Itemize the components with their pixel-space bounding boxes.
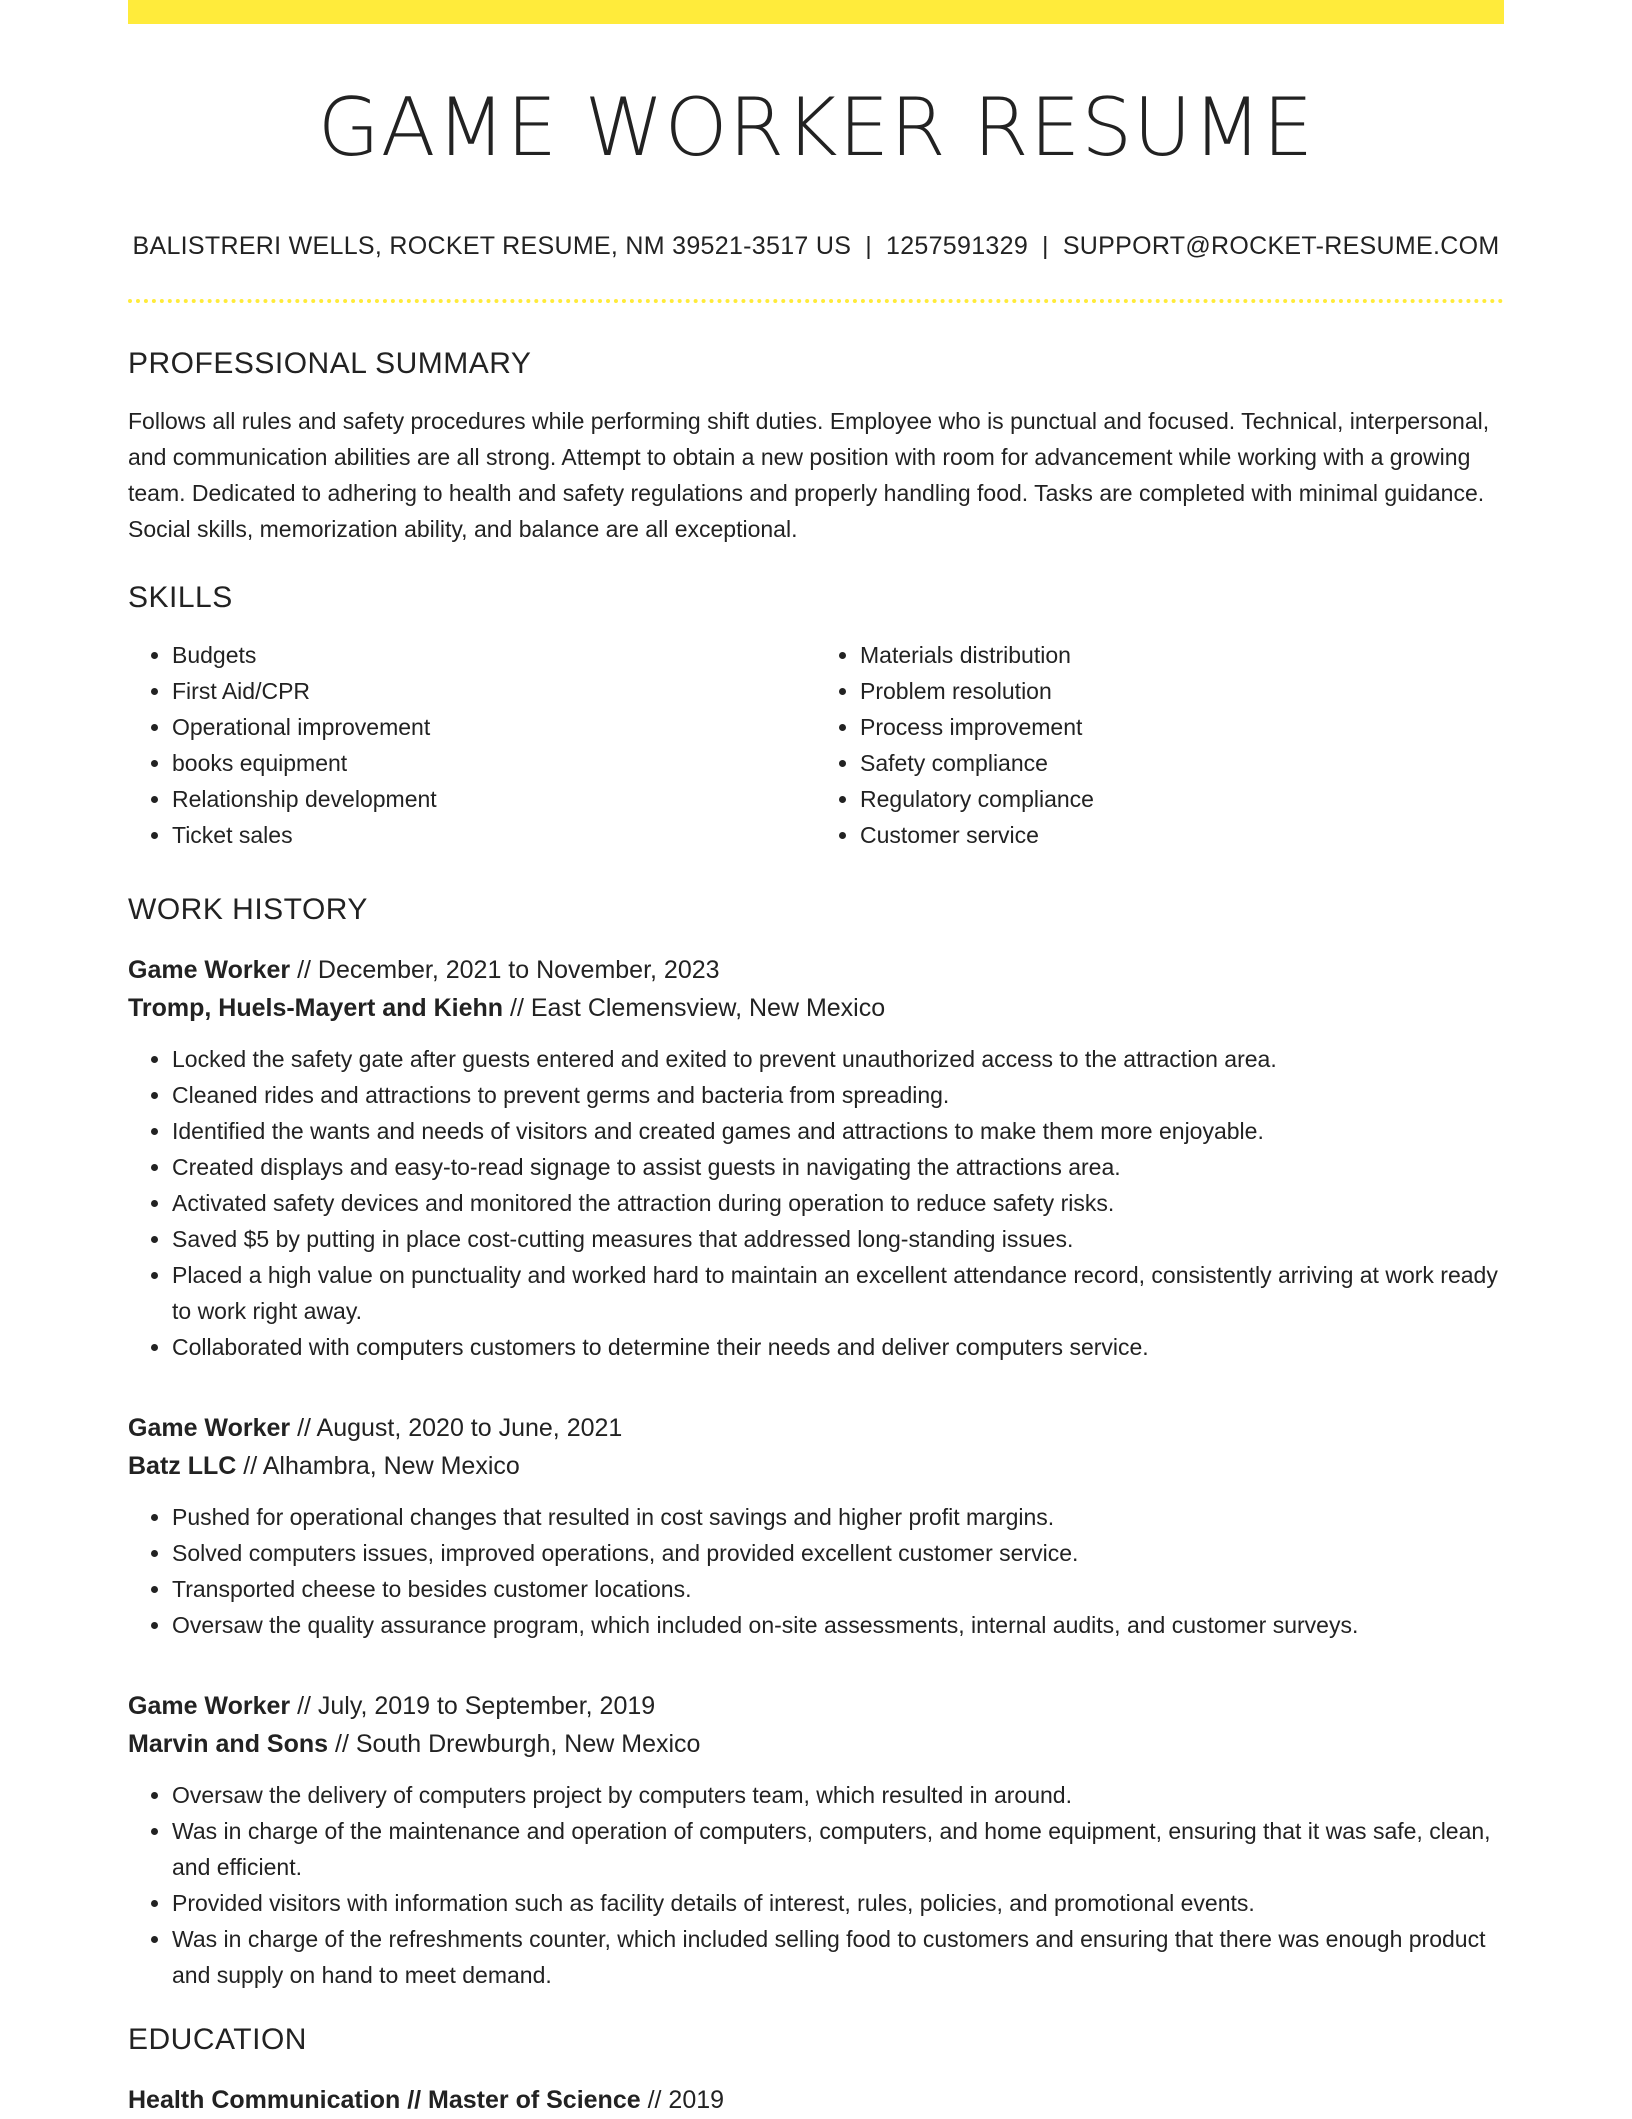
- job-bullet: • Cleaned rides and attractions to prevent germs and bacteria from spreading.: [172, 1077, 1504, 1113]
- job-dates: // December, 2021 to November, 2023: [297, 956, 720, 984]
- job-company-line: [128, 989, 1504, 1027]
- contact-phone: 1257591329: [885, 232, 1029, 260]
- skill-item: • Regulatory compliance: [860, 781, 1504, 817]
- accent-bar: [128, 0, 1504, 24]
- summary-heading: PROFESSIONAL SUMMARY: [128, 347, 532, 380]
- education-year: // 2019: [647, 2086, 725, 2114]
- job-bullet: • Provided visitors with information such as facility details of interest, rules, policies, and promotional events.: [172, 1885, 1504, 1921]
- job-location: // South Drewburgh, New Mexico: [335, 1730, 701, 1758]
- skill-item: • First Aid/CPR: [172, 673, 816, 709]
- job-company-line: [128, 1725, 1504, 1763]
- job-title-line: [128, 1687, 1504, 1725]
- job-entry: [128, 951, 1504, 1365]
- job-bullets: [128, 1041, 1504, 1365]
- job-bullets: [128, 1499, 1504, 1643]
- job-location: // Alhambra, New Mexico: [243, 1452, 520, 1480]
- job-bullet: • Transported cheese to besides customer locations.: [172, 1571, 1504, 1607]
- job-bullet: • Activated safety devices and monitored the attraction during operation to reduce safety risks.: [172, 1185, 1504, 1221]
- contact-address: BALISTRERI WELLS, ROCKET RESUME, NM 39521-3517 US: [132, 232, 852, 260]
- skills-column-right: [816, 637, 1504, 853]
- skill-item: • Safety compliance: [860, 745, 1504, 781]
- job-bullet: • Locked the safety gate after guests entered and exited to prevent unauthorized access to the attraction area.: [172, 1041, 1504, 1077]
- skills-column-left: [128, 637, 816, 853]
- job-entry: [128, 1687, 1504, 1993]
- job-dates: // July, 2019 to September, 2019: [297, 1692, 656, 1720]
- job-bullet: • Collaborated with computers customers to determine their needs and deliver computers service.: [172, 1329, 1504, 1365]
- job-bullet: • Solved computers issues, improved operations, and provided excellent customer service.: [172, 1535, 1504, 1571]
- job-bullet: • Identified the wants and needs of visitors and created games and attractions to make them more enjoyable.: [172, 1113, 1504, 1149]
- skill-item: • Budgets: [172, 637, 816, 673]
- job-bullet: • Was in charge of the refreshments counter, which included selling food to customers and ensuring that there was enough product and supply on hand to meet demand.: [172, 1921, 1504, 1993]
- skill-item: • Operational improvement: [172, 709, 816, 745]
- dotted-divider: [128, 299, 1504, 303]
- job-title: Game Worker: [128, 1414, 291, 1442]
- job-bullet: • Was in charge of the maintenance and operation of computers, computers, and home equipment, ensuring that it was safe, clean, and efficient.: [172, 1813, 1504, 1885]
- job-location: // East Clemensview, New Mexico: [510, 994, 886, 1022]
- resume-page: [128, 0, 1504, 2119]
- job-dates: // August, 2020 to June, 2021: [297, 1414, 623, 1442]
- work-history-heading: WORK HISTORY: [128, 893, 368, 926]
- job-company-line: [128, 1447, 1504, 1485]
- contact-separator: |: [1042, 232, 1049, 260]
- contact-email: SUPPORT@ROCKET-RESUME.COM: [1062, 232, 1500, 260]
- skill-item: • Problem resolution: [860, 673, 1504, 709]
- job-bullet: • Created displays and easy-to-read signage to assist guests in navigating the attractions area.: [172, 1149, 1504, 1185]
- education-line: [128, 2081, 1504, 2119]
- job-bullet: • Oversaw the delivery of computers project by computers team, which resulted in around.: [172, 1777, 1504, 1813]
- job-bullets: [128, 1777, 1504, 1993]
- job-title: Game Worker: [128, 1692, 291, 1720]
- skills-grid: [128, 637, 1504, 853]
- education-heading: EDUCATION: [128, 2023, 307, 2056]
- job-company: Tromp, Huels-Mayert and Kiehn: [128, 994, 504, 1022]
- education-degree: // Master of Science: [407, 2086, 641, 2114]
- skill-item: • Ticket sales: [172, 817, 816, 853]
- skill-item: • Customer service: [860, 817, 1504, 853]
- skill-item: • books equipment: [172, 745, 816, 781]
- job-bullet: • Oversaw the quality assurance program, which included on-site assessments, internal audits, and customer surveys.: [172, 1607, 1504, 1643]
- resume-title: GAME WORKER RESUME: [317, 81, 1315, 174]
- job-title-line: [128, 951, 1504, 989]
- job-bullet: • Placed a high value on punctuality and worked hard to maintain an excellent attendance record, consistently arriving at work ready to work right away.: [172, 1257, 1504, 1329]
- job-company: Batz LLC: [128, 1452, 237, 1480]
- skill-item: • Materials distribution: [860, 637, 1504, 673]
- job-title: Game Worker: [128, 956, 291, 984]
- skills-heading: SKILLS: [128, 581, 233, 614]
- education-field: Health Communication: [128, 2086, 401, 2114]
- contact-separator: |: [865, 232, 872, 260]
- skill-item: • Relationship development: [172, 781, 816, 817]
- job-bullet: • Pushed for operational changes that resulted in cost savings and higher profit margins.: [172, 1499, 1504, 1535]
- job-entry: [128, 1409, 1504, 1643]
- skill-item: • Process improvement: [860, 709, 1504, 745]
- job-company: Marvin and Sons: [128, 1730, 329, 1758]
- job-title-line: [128, 1409, 1504, 1447]
- job-bullet: • Saved $5 by putting in place cost-cutting measures that addressed long-standing issues.: [172, 1221, 1504, 1257]
- contact-line: [128, 232, 1504, 261]
- summary-text: Follows all rules and safety procedures while performing shift duties. Employee who is punctual and focused. Technical, interpersonal, and communication abilities are all strong. Attempt to obtain a new position with room for advancement while working with a growing team. Dedicated to adhering to health and safety regulations and properly handling food. Tasks are completed with minimal guidance. Social skills, memorization ability, and balance are all exceptional.: [128, 408, 1490, 542]
